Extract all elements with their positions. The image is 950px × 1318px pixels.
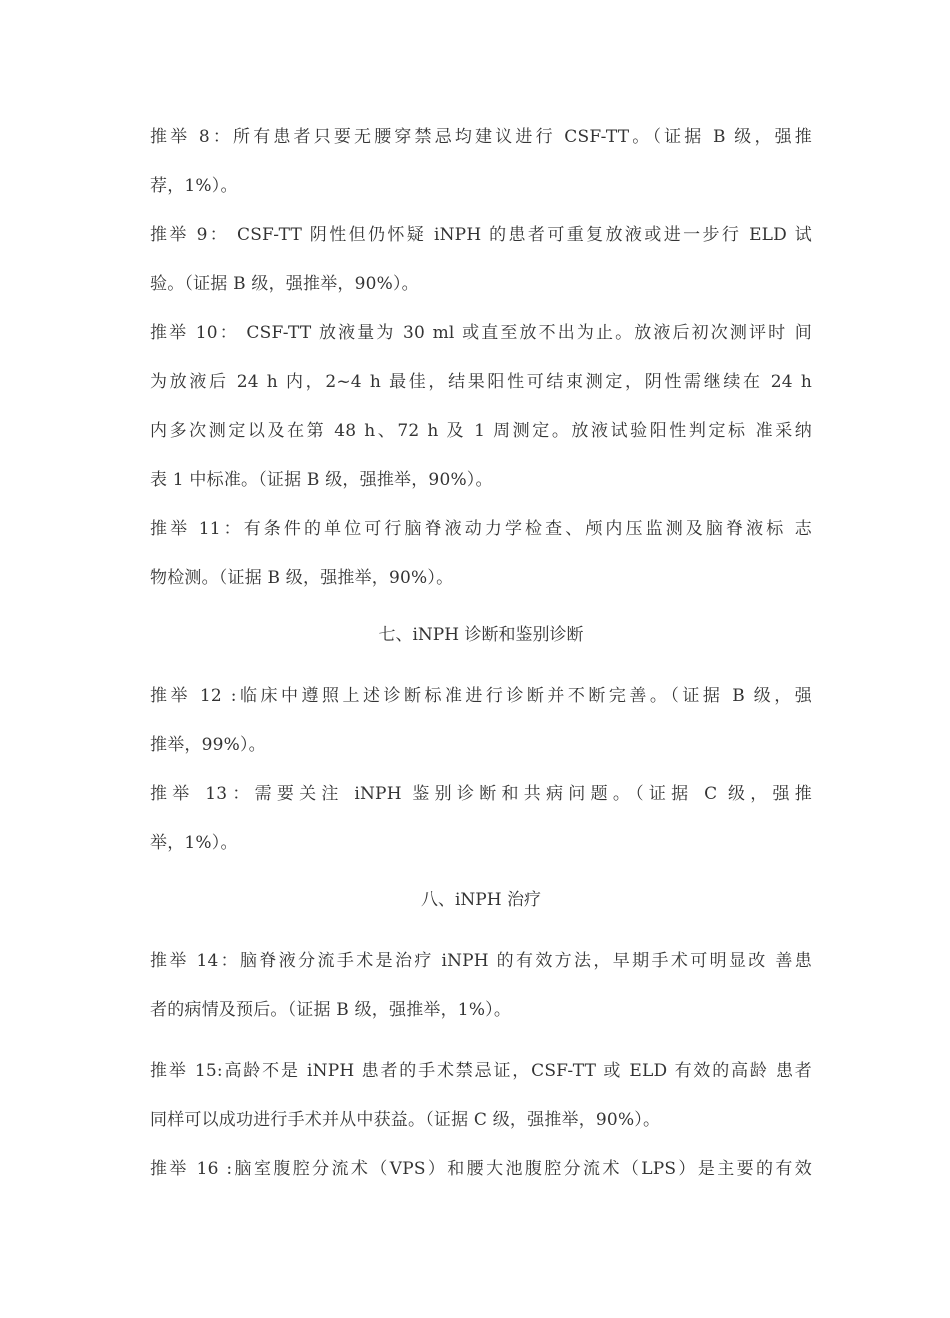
- recommendation-10-line-1: 推举 10： CSF-TT 放液量为 30 ml 或直至放不出为止。放液后初次测评时 间: [150, 323, 812, 343]
- recommendation-12-line-2: 推举，99%）。: [150, 735, 266, 755]
- recommendation-9-line-1: 推举 9： CSF-TT 阴性但仍怀疑 iNPH 的患者可重复放液或进一步行 ELD 试: [150, 225, 812, 245]
- section-7-heading: 七、iNPH 诊断和鉴别诊断: [378, 625, 584, 645]
- recommendation-10-line-3: 内多次测定以及在第 48 h、72 h 及 1 周测定。放液试验阳性判定标 准采纳: [150, 421, 812, 441]
- recommendation-10-line-4: 表 1 中标准。（证据 B 级，强推举，90%）。: [150, 470, 493, 490]
- recommendation-13-line-1: 推举 13：需要关注 iNPH 鉴别诊断和共病问题。（证据 C 级，强推: [150, 784, 812, 804]
- recommendation-11-line-2: 物检测。（证据 B 级，强推举，90%）。: [150, 568, 454, 588]
- recommendation-10-line-2: 为放液后 24 h 内，2~4 h 最佳，结果阳性可结束测定，阴性需继续在 24 h: [150, 372, 812, 392]
- section-8-heading: 八、iNPH 治疗: [421, 890, 541, 910]
- recommendation-15-line-1: 推举 15:高龄不是 iNPH 患者的手术禁忌证，CSF-TT 或 ELD 有效的高龄 患者: [150, 1061, 812, 1081]
- recommendation-11-line-1: 推举 11：有条件的单位可行脑脊液动力学检查、颅内压监测及脑脊液标 志: [150, 519, 812, 539]
- recommendation-14-line-1: 推举 14：脑脊液分流手术是治疗 iNPH 的有效方法，早期手术可明显改 善患: [150, 951, 812, 971]
- recommendation-8-line-1: 推举 8：所有患者只要无腰穿禁忌均建议进行 CSF-TT。（证据 B 级，强推: [150, 127, 812, 147]
- recommendation-15-line-2: 同样可以成功进行手术并从中获益。（证据 C 级，强推举，90%）。: [150, 1110, 661, 1130]
- recommendation-13-line-2: 举，1%）。: [150, 833, 238, 853]
- recommendation-9-line-2: 验。（证据 B 级，强推举，90%）。: [150, 274, 419, 294]
- recommendation-14-line-2: 者的病情及预后。（证据 B 级，强推举，1%）。: [150, 1000, 512, 1020]
- recommendation-12-line-1: 推举 12 :临床中遵照上述诊断标准进行诊断并不断完善。（证据 B 级，强: [150, 686, 812, 706]
- recommendation-8-line-2: 荐，1%）。: [150, 176, 238, 196]
- recommendation-16-line-1: 推举 16 :脑室腹腔分流术（VPS）和腰大池腹腔分流术（LPS）是主要的有效: [150, 1159, 812, 1179]
